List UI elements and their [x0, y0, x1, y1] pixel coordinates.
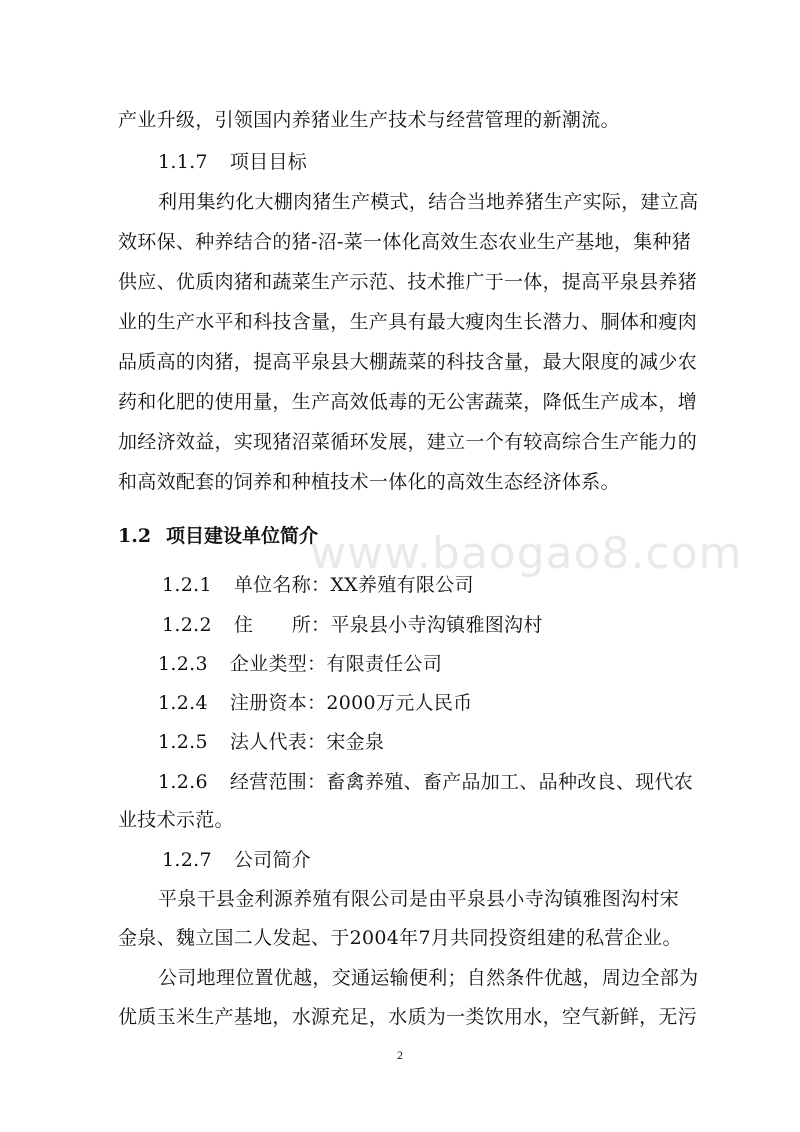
section-number: 1.1.7 [158, 151, 208, 173]
page-number: 2 [397, 1048, 403, 1062]
section-title: 公司简介 [233, 849, 312, 871]
section-heading-1-2 [118, 524, 318, 548]
goal-paragraph-line: 和高效配套的饲养和种植技术一体化的高效生态经济体系。 [118, 471, 620, 493]
item-text: 单位名称：XX养殖有限公司 [233, 574, 474, 596]
item-text: 注册资本：2000万元人民币 [229, 692, 473, 714]
info-item-1-2-4 [158, 691, 728, 715]
watermark: www.baogao8.com [310, 528, 743, 579]
item-number: 1.2.2 [162, 614, 212, 636]
item-number: 1.2.5 [158, 731, 208, 753]
item-text: 法人代表：宋金泉 [229, 731, 385, 753]
item-number: 1.2.3 [158, 653, 208, 675]
section-number: 1.2 [118, 525, 152, 547]
info-item-1-2-6 [158, 770, 728, 794]
goal-paragraph-line: 效环保、种养结合的猪-沼-菜一体化高效生态农业生产基地，集种猪 [118, 231, 692, 253]
company-paragraph-line: 公司地理位置优越，交通运输便利；自然条件优越，周边全部为 [158, 967, 699, 989]
section-title: 项目建设单位简介 [166, 525, 319, 547]
section-number: 1.2.7 [162, 849, 212, 871]
goal-paragraph-line: 供应、优质肉猪和蔬菜生产示范、技术推广于一体，提高平泉县养猪 [118, 271, 698, 293]
goal-paragraph-line: 品质高的肉猪，提高平泉县大棚蔬菜的科技含量，最大限度的减少农 [118, 351, 698, 373]
info-item-1-2-6-continuation: 业技术示范。 [118, 809, 234, 831]
info-item-1-2-3 [158, 652, 728, 676]
goal-paragraph-line: 利用集约化大棚肉猪生产模式，结合当地养猪生产实际，建立高 [158, 191, 699, 213]
item-number: 1.2.4 [158, 692, 208, 714]
item-text: 住 所：平泉县小寺沟镇雅图沟村 [233, 614, 543, 636]
section-heading-1-2-7 [162, 848, 732, 872]
company-paragraph-line: 金泉、魏立国二人发起、于2004年7月共同投资组建的私营企业。 [118, 927, 682, 949]
goal-paragraph-line: 加经济效益，实现猪沼菜循环发展，建立一个有较高综合生产能力的 [118, 431, 698, 453]
info-item-1-2-1 [162, 573, 732, 597]
section-heading-1-1-7 [158, 150, 728, 174]
goal-paragraph-line: 业的生产水平和科技含量，生产具有最大瘦肉生长潜力、胴体和瘦肉 [118, 311, 698, 333]
item-number: 1.2.1 [162, 574, 212, 596]
company-paragraph-line: 优质玉米生产基地，水源充足，水质为一类饮用水，空气新鲜，无污 [118, 1006, 698, 1028]
intro-paragraph-end: 产业升级，引领国内养猪业生产技术与经营管理的新潮流。 [118, 109, 620, 131]
info-item-1-2-2 [162, 613, 732, 637]
goal-paragraph-line: 药和化肥的使用量，生产高效低毒的无公害蔬菜，降低生产成本，增 [118, 391, 698, 413]
item-text: 企业类型：有限责任公司 [229, 653, 443, 675]
item-number: 1.2.6 [158, 771, 208, 793]
info-item-1-2-5 [158, 730, 728, 754]
section-title: 项目目标 [229, 151, 308, 173]
company-paragraph-line: 平泉干县金利源养殖有限公司是由平泉县小寺沟镇雅图沟村宋 [158, 888, 680, 910]
item-text: 经营范围：畜禽养殖、畜产品加工、品种改良、现代农 [229, 771, 694, 793]
